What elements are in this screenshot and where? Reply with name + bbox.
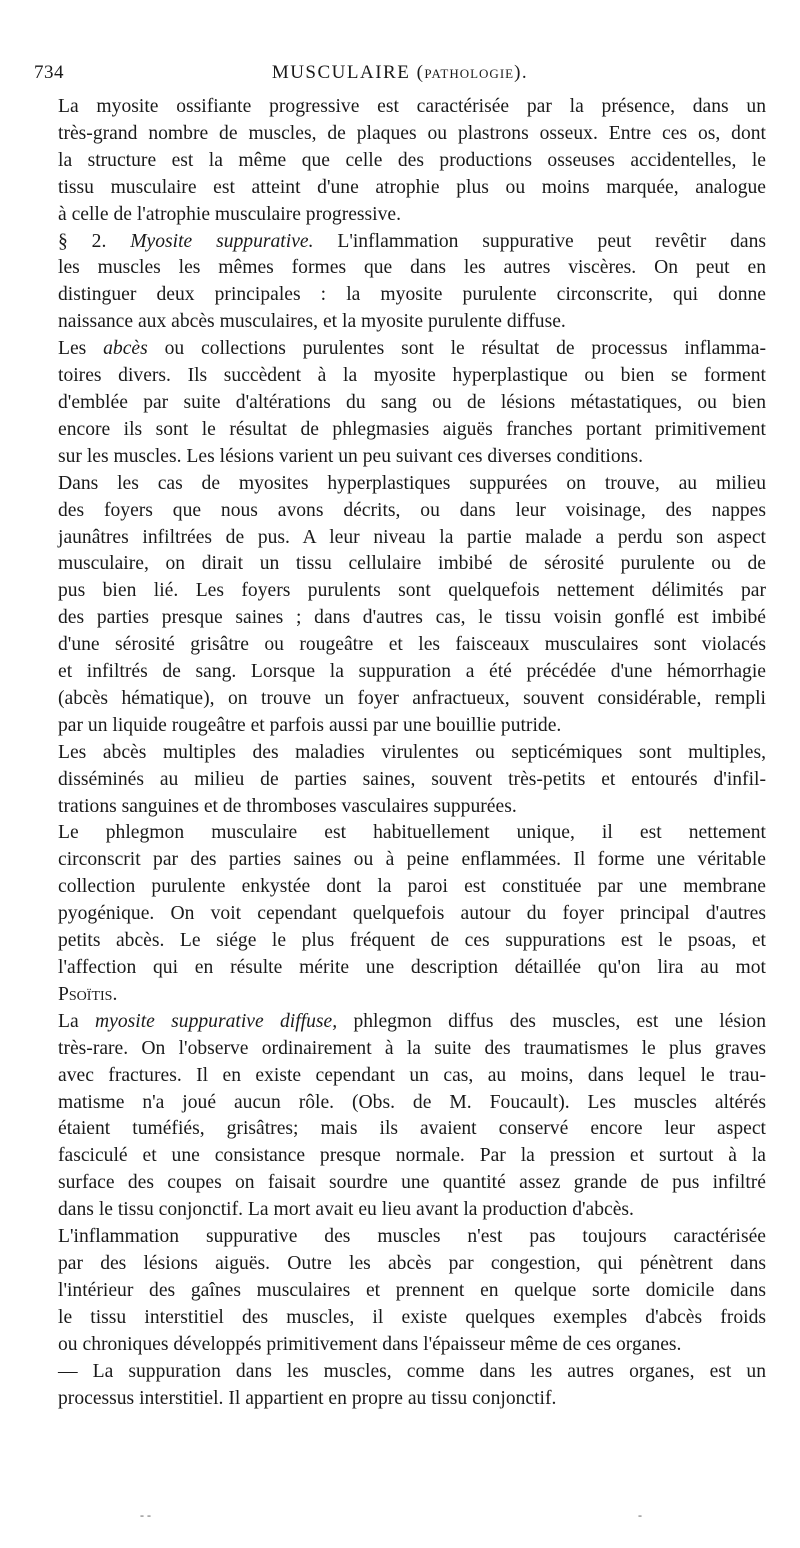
text-fragment: phlegmon diffus des muscles, est une lésion — [353, 1010, 766, 1032]
section-title: Myosite suppurative. — [130, 230, 314, 252]
text-line: surface des coupes on faisait sourdre une quantité assez grande de pus infiltré — [58, 1172, 766, 1194]
text-line: L'inflammation suppurative des muscles n'est pas toujours caractérisée — [58, 1226, 766, 1248]
book-page — [34, 58, 766, 1412]
page-body — [34, 94, 766, 1412]
text-fragment: L'inflammation suppurative peut revêtir dans — [337, 230, 767, 252]
italic-term: myosite suppurative diffuse, — [94, 1010, 338, 1032]
paragraph-myosite-ossifiante — [34, 94, 766, 229]
text-line: des foyers que nous avons décrits, ou dans leur voisinage, des nappes — [58, 499, 766, 521]
text-line: pus bien lié. Les foyers purulents sont quelquefois nettement délimités par — [58, 580, 766, 602]
text-line: Dans les cas de myosites hyperplastiques suppurées on trouve, au milieu — [58, 472, 766, 494]
text-line: processus interstitiel. Il appartient en propre au tissu conjonctif. — [58, 1387, 557, 1409]
text-line: Le phlegmon musculaire est habituellement unique, il est nettement — [58, 822, 766, 844]
paragraph-inflammation-chronique — [34, 1224, 766, 1359]
text-line: l'intérieur des gaînes musculaires et prennent en quelque sorte domicile dans — [58, 1279, 766, 1301]
scan-mark: - — [638, 1508, 642, 1522]
text-line: (abcès hématique), on trouve un foyer anfractueux, souvent considérable, rempli — [58, 687, 766, 709]
text-line: par des lésions aiguës. Outre les abcès par congestion, qui pénètrent dans — [58, 1252, 766, 1274]
text-fragment: ou collections purulentes sont le résultat de processus inflamma- — [164, 338, 766, 360]
text-line: pyogénique. On voit cependant quelquefois autour du foyer principal d'autres — [58, 903, 766, 925]
italic-term: abcès — [103, 338, 148, 360]
text-line: ou chroniques développés primitivement dans l'épaisseur même de ces organes. — [58, 1333, 682, 1355]
text-line: le tissu interstitiel des muscles, il existe quelques exemples d'abcès froids — [58, 1306, 766, 1328]
text-line: tissu musculaire est atteint d'une atrophie plus ou moins marquée, analogue — [58, 176, 766, 198]
text-line: naissance aux abcès musculaires, et la myosite purulente diffuse. — [58, 311, 566, 333]
text-line: encore ils sont le résultat de phlegmasies aiguës franches portant primitivement — [58, 418, 766, 440]
text-line: petits abcès. Le siége le plus fréquent de ces suppurations est le psoas, et — [58, 930, 766, 952]
paragraph-myosites-hyperplastiques — [34, 471, 766, 740]
text-line: d'une sérosité grisâtre ou rougeâtre et les faisceaux musculaires sont violacés — [58, 634, 766, 656]
text-line: très-rare. On l'observe ordinairement à la suite des traumatismes le plus graves — [58, 1037, 766, 1059]
text-line: la structure est la même que celle des productions osseuses accidentelles, le — [58, 149, 766, 171]
paragraph-section-2 — [34, 229, 766, 337]
text-line: collection purulente enkystée dont la paroi est constituée par une membrane — [58, 876, 766, 898]
text-line: avec fractures. Il en existe cependant un cas, au moins, dans lequel le trau- — [58, 1064, 766, 1086]
text-line: toires divers. Ils succèdent à la myosite hyperplastique ou bien se forment — [58, 365, 766, 387]
text-line: très-grand nombre de muscles, de plaques ou plastrons osseux. Entre ces os, dont — [58, 122, 766, 144]
paragraph-abces — [34, 336, 766, 471]
page-number: 734 — [34, 62, 64, 83]
running-title-paren-open: ( — [410, 62, 425, 83]
text-line: La myosite ossifiante progressive est caractérisée par la présence, dans un — [58, 96, 766, 117]
scan-mark: - - — [140, 1508, 151, 1522]
text-line — [34, 1009, 766, 1036]
text-line: matisme n'a joué aucun rôle. (Obs. de M. Foucault). Les muscles altérés — [58, 1091, 766, 1113]
paragraph-suppuration-interstitielle — [34, 1359, 766, 1413]
text-line: étaient tuméfiés, grisâtres; mais ils avaient conservé encore leur aspect — [58, 1118, 766, 1140]
running-title — [34, 58, 766, 88]
running-title-sub: pathologie — [424, 62, 515, 83]
text-line: jaunâtres infiltrées de pus. A leur niveau la partie malade a perdu son aspect — [58, 526, 766, 548]
page-header — [34, 58, 766, 94]
text-line: trations sanguines et de thromboses vasculaires suppurées. — [58, 795, 517, 817]
text-fragment: Les — [58, 338, 87, 360]
text-line: disséminés au milieu de parties saines, souvent très-petits et entourés d'infil- — [58, 768, 766, 790]
text-line: sur les muscles. Les lésions varient un peu suivant ces diverses conditions. — [58, 445, 643, 467]
text-line: les muscles les mêmes formes que dans les autres viscères. On peut en — [58, 257, 766, 279]
text-line — [34, 229, 766, 256]
text-line: à celle de l'atrophie musculaire progressive. — [58, 203, 402, 225]
text-line: dans le tissu conjonctif. La mort avait eu lieu avant la production d'abcès. — [58, 1199, 634, 1221]
text-fragment: La — [58, 1010, 79, 1032]
text-line: — La suppuration dans les muscles, comme dans les autres organes, est un — [58, 1360, 766, 1382]
section-mark: § 2. — [58, 230, 107, 252]
scan-artifacts — [0, 1508, 800, 1522]
paragraph-phlegmon — [34, 820, 766, 1008]
text-line: des parties presque saines ; dans d'autres cas, le tissu voisin gonflé est imbibé — [58, 607, 766, 629]
text-line: circonscrit par des parties saines ou à peine enflammées. Il forme une véritable — [58, 849, 766, 871]
text-line: Les abcès multiples des maladies virulentes ou septicémiques sont multiples, — [58, 741, 766, 763]
text-line: d'emblée par suite d'altérations du sang ou de lésions métastatiques, ou bien — [58, 391, 766, 413]
text-line — [34, 336, 766, 363]
text-line: et infiltrés de sang. Lorsque la suppuration a été précédée d'une hémorrhagie — [58, 661, 766, 683]
running-title-paren-close: ). — [514, 62, 529, 83]
text-line: musculaire, on dirait un tissu cellulaire imbibé de sérosité purulente ou de — [58, 553, 766, 575]
paragraph-myosite-diffuse — [34, 1009, 766, 1224]
running-title-main: MUSCULAIRE — [271, 62, 411, 83]
text-line: fasciculé et une consistance presque normale. Par la pression et surtout à la — [58, 1145, 766, 1167]
text-line: par un liquide rougeâtre et parfois aussi par une bouillie putride. — [58, 714, 562, 736]
paragraph-abces-multiples — [34, 740, 766, 821]
cross-reference: Psoïtis. — [58, 983, 118, 1005]
text-line: l'affection qui en résulte mérite une description détaillée qu'on lira au mot — [58, 957, 766, 978]
text-line: distinguer deux principales : la myosite purulente circonscrite, qui donne — [58, 284, 766, 306]
